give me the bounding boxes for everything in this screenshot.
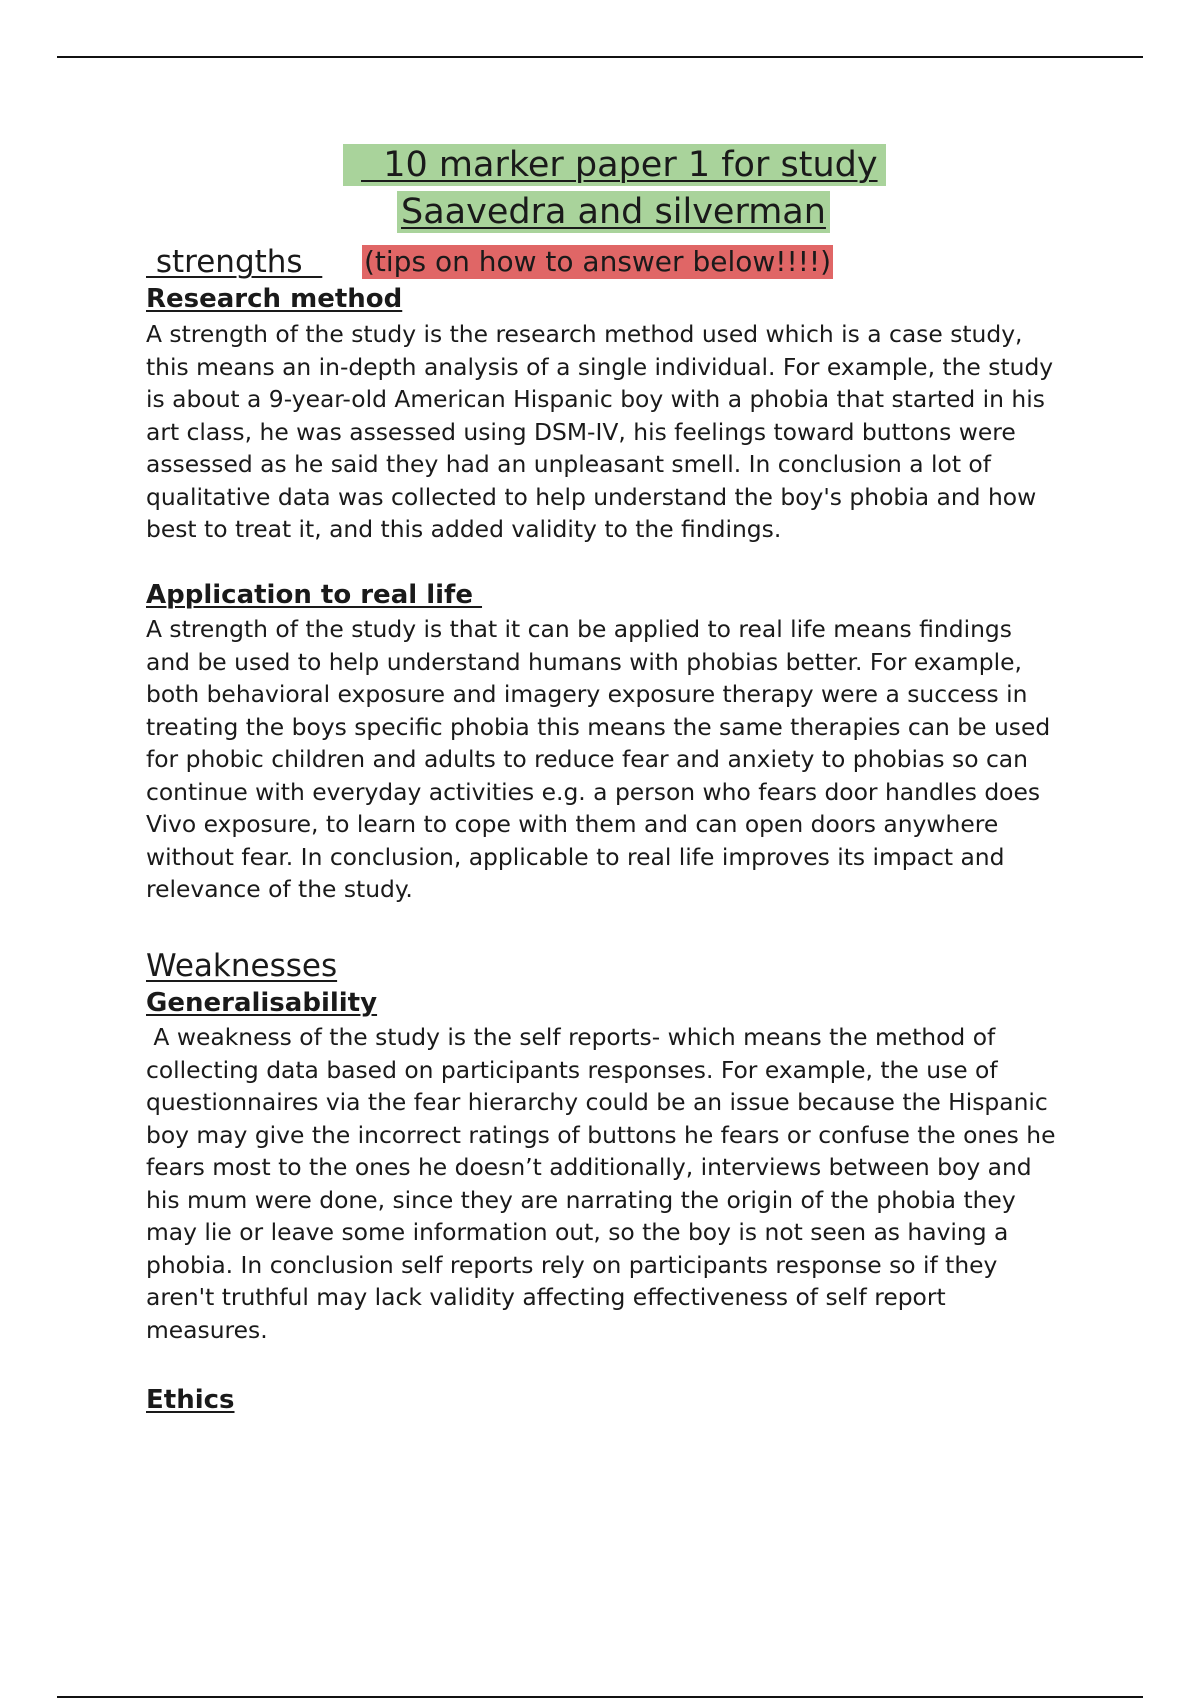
heading-ethics: Ethics <box>146 1385 235 1415</box>
paragraph-line: aren't truthful may lack validity affecting effectiveness of self report <box>146 1283 946 1311</box>
heading-research-method: Research method <box>146 284 403 314</box>
paragraph-line: treating the boys specific phobia this means the same therapies can be used <box>146 712 1051 741</box>
paragraph-line: without fear. In conclusion, applicable to real life improves its impact and <box>146 842 1005 871</box>
document-title-line-2: Saavedra and silverman <box>397 191 830 233</box>
paragraph-line: collecting data based on participants responses. For example, the use of <box>146 1055 998 1084</box>
paragraph-line: art class, he was assessed using DSM-IV, his feelings toward buttons were <box>146 417 1016 446</box>
paragraph-line: boy may give the incorrect ratings of buttons he fears or confuse the ones he <box>146 1120 1056 1149</box>
paragraph-line: A strength of the study is that it can be applied to real life means findings <box>146 615 1012 643</box>
paragraph-line: this means an in-depth analysis of a single individual. For example, the study <box>146 352 1054 381</box>
paragraph-line: measures. <box>146 1315 268 1344</box>
paragraph-line: may lie or leave some information out, so the boy is not seen as having a <box>146 1218 1009 1246</box>
paragraph-line: and be used to help understand humans with phobias better. For example, <box>146 647 1022 676</box>
paragraph-research-method <box>146 318 1096 546</box>
paragraph-line: for phobic children and adults to reduce fear and anxiety to phobias so can <box>146 745 1028 773</box>
paragraph-line: assessed as he said they had an unpleasant smell. In conclusion a lot of <box>146 450 991 478</box>
paragraph-line: fears most to the ones he doesn’t additionally, interviews between boy and <box>146 1153 1032 1181</box>
paragraph-line: is about a 9-year-old American Hispanic boy with a phobia that started in his <box>146 385 1045 413</box>
paragraph-line: continue with everyday activities e.g. a person who fears door handles does <box>146 777 1041 806</box>
paragraph-line: A weakness of the study is the self reports- which means the method of <box>146 1023 996 1051</box>
top-rule <box>57 56 1143 58</box>
weaknesses-title: Weaknesses <box>146 948 338 984</box>
paragraph-line: questionnaires via the fear hierarchy could be an issue because the Hispanic <box>146 1088 1048 1116</box>
paragraph-line: relevance of the study. <box>146 875 413 903</box>
paragraph-line: phobia. In conclusion self reports rely on participants response so if they <box>146 1250 998 1279</box>
paragraph-generalisability <box>146 1021 1096 1346</box>
paragraph-line: his mum were done, since they are narrating the origin of the phobia they <box>146 1185 1016 1214</box>
heading-application-to-real-life: Application to real life <box>146 580 483 610</box>
paragraph-line: best to treat it, and this added validity to the findings. <box>146 515 782 543</box>
strengths-label: strengths <box>146 244 323 280</box>
paragraph-application <box>146 613 1096 906</box>
paragraph-line: both behavioral exposure and imagery exposure therapy were a success in <box>146 680 1028 708</box>
paragraph-line: qualitative data was collected to help understand the boy's phobia and how <box>146 482 1037 511</box>
heading-generalisability: Generalisability <box>146 988 378 1018</box>
paragraph-line: A strength of the study is the research method used which is a case study, <box>146 320 1023 348</box>
tips-note: (tips on how to answer below!!!!) <box>364 245 832 278</box>
bottom-rule <box>57 1696 1143 1698</box>
paragraph-line: Vivo exposure, to learn to cope with them and can open doors anywhere <box>146 810 999 838</box>
document-title-line-1: 10 marker paper 1 for study <box>343 144 886 186</box>
